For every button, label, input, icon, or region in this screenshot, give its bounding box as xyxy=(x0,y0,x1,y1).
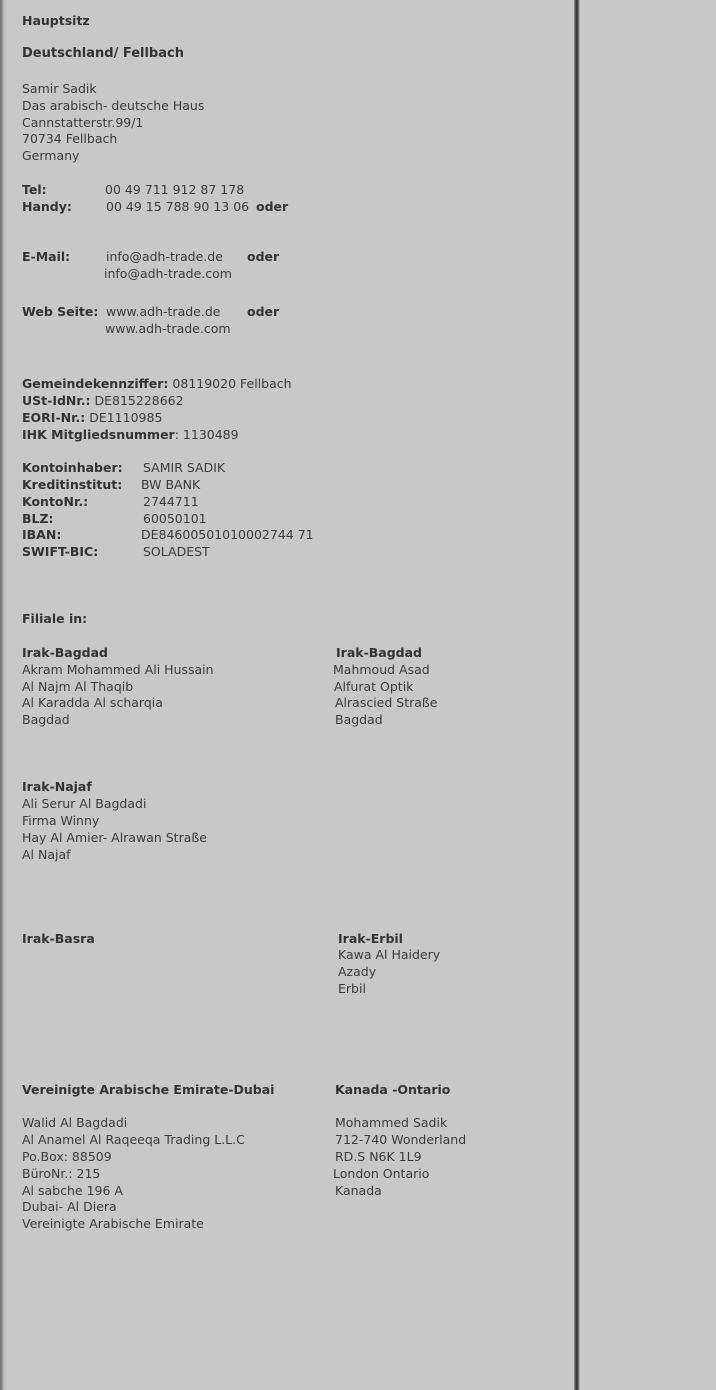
branch-line: Erbil xyxy=(338,981,366,996)
bank-value: BW BANK xyxy=(141,477,201,492)
branch-line: Alfurat Optik xyxy=(334,679,414,694)
gkz-value: 08119020 Fellbach xyxy=(168,376,292,391)
branch-line: Mohammed Sadik xyxy=(335,1115,448,1130)
ihk-label: IHK Mitgliedsnummer xyxy=(22,427,175,442)
branch-line: Firma Winny xyxy=(22,813,100,828)
branches-heading: Filiale in: xyxy=(22,611,88,626)
ihk-value: : 1130489 xyxy=(174,427,239,442)
branch-line: 712-740 Wonderland xyxy=(335,1132,467,1147)
branch-line: Kawa Al Haidery xyxy=(338,947,441,962)
hq-address-line: Cannstatterstr.99/1 xyxy=(22,115,144,130)
bank-label: IBAN: xyxy=(22,527,62,542)
branch-line: Azady xyxy=(338,964,377,979)
tel-label: Tel: xyxy=(22,182,47,197)
branch-line: BüroNr.: 215 xyxy=(22,1166,101,1181)
handy-value: 00 49 15 788 90 13 06 xyxy=(106,199,250,214)
email-label: E-Mail: xyxy=(22,249,71,264)
bank-label: Kontoinhaber: xyxy=(22,460,123,475)
branch-title: Kanada -Ontario xyxy=(335,1082,451,1097)
hq-location: Deutschland/ Fellbach xyxy=(22,46,184,61)
right-frame-border xyxy=(574,0,580,1390)
ihk-row xyxy=(22,426,239,443)
branch-title: Irak-Najaf xyxy=(22,779,92,794)
branch-line: London Ontario xyxy=(333,1166,430,1181)
bank-value: DE84600501010002744 71 xyxy=(141,527,314,542)
branch-line: Vereinigte Arabische Emirate xyxy=(22,1216,204,1231)
branch-line: Al Najaf xyxy=(22,847,71,862)
branch-line: Dubai- Al Diera xyxy=(22,1199,117,1214)
email-link-2[interactable]: info@adh-trade.com xyxy=(104,266,232,281)
hq-address-line: Germany xyxy=(22,148,80,163)
email-or: oder xyxy=(247,249,280,264)
branch-line: Walid Al Bagdadi xyxy=(22,1115,128,1130)
hq-address-line: Samir Sadik xyxy=(22,81,97,96)
branch-line: Akram Mohammed Ali Hussain xyxy=(22,662,214,677)
branch-line: RD.S N6K 1L9 xyxy=(335,1149,422,1164)
hq-heading: Hauptsitz xyxy=(22,13,90,28)
tel-value: 00 49 711 912 87 178 xyxy=(105,182,245,197)
bank-label: Kreditinstitut: xyxy=(22,477,123,492)
bank-label: SWIFT-BIC: xyxy=(22,544,99,559)
branch-title: Irak-Basra xyxy=(22,931,95,946)
handy-label: Handy: xyxy=(22,199,72,214)
branch-line: Ali Serur Al Bagdadi xyxy=(22,796,147,811)
handy-or: oder xyxy=(256,199,289,214)
bank-value: SOLADEST xyxy=(143,544,210,559)
hq-address-line: Das arabisch- deutsche Haus xyxy=(22,98,205,113)
branch-title: Irak-Bagdad xyxy=(22,645,108,660)
ust-row xyxy=(22,392,184,409)
branch-line: Al Anamel Al Raqeeqa Trading L.L.C xyxy=(22,1132,245,1147)
left-frame-border xyxy=(0,0,7,1390)
bank-label: BLZ: xyxy=(22,511,54,526)
hq-address-line: 70734 Fellbach xyxy=(22,131,118,146)
web-label: Web Seite: xyxy=(22,304,99,319)
eori-value: DE1110985 xyxy=(85,410,163,425)
branch-line: Kanada xyxy=(335,1183,382,1198)
eori-row xyxy=(22,409,162,426)
gkz-row xyxy=(22,375,292,392)
bank-value: 2744711 xyxy=(143,494,199,509)
branch-line: Alrascied Straße xyxy=(335,695,438,710)
branch-line: Mahmoud Asad xyxy=(333,662,430,677)
branch-line: Al Karadda Al scharqia xyxy=(22,695,163,710)
gkz-label: Gemeindekennziffer: xyxy=(22,376,169,391)
branch-line: Al Najm Al Thaqib xyxy=(22,679,134,694)
branch-title: Vereinigte Arabische Emirate-Dubai xyxy=(22,1082,275,1097)
branch-line: Po.Box: 88509 xyxy=(22,1149,112,1164)
bank-value: SAMIR SADIK xyxy=(143,460,226,475)
email-link-1[interactable]: info@adh-trade.de xyxy=(106,249,223,264)
branch-line: Al sabche 196 A xyxy=(22,1183,123,1198)
web-or: oder xyxy=(247,304,280,319)
branch-line: Bagdad xyxy=(22,712,70,727)
bank-value: 60050101 xyxy=(143,511,207,526)
eori-label: EORI-Nr.: xyxy=(22,410,86,425)
ust-label: USt-IdNr.: xyxy=(22,393,91,408)
branch-title: Irak-Bagdad xyxy=(336,645,422,660)
bank-label: KontoNr.: xyxy=(22,494,89,509)
ust-value: DE815228662 xyxy=(90,393,184,408)
branch-line: Bagdad xyxy=(335,712,383,727)
branch-line: Hay Al Amier- Alrawan Straße xyxy=(22,830,207,845)
web-link-1[interactable]: www.adh-trade.de xyxy=(106,304,221,319)
web-link-2[interactable]: www.adh-trade.com xyxy=(105,321,231,336)
branch-title: Irak-Erbil xyxy=(338,931,403,946)
